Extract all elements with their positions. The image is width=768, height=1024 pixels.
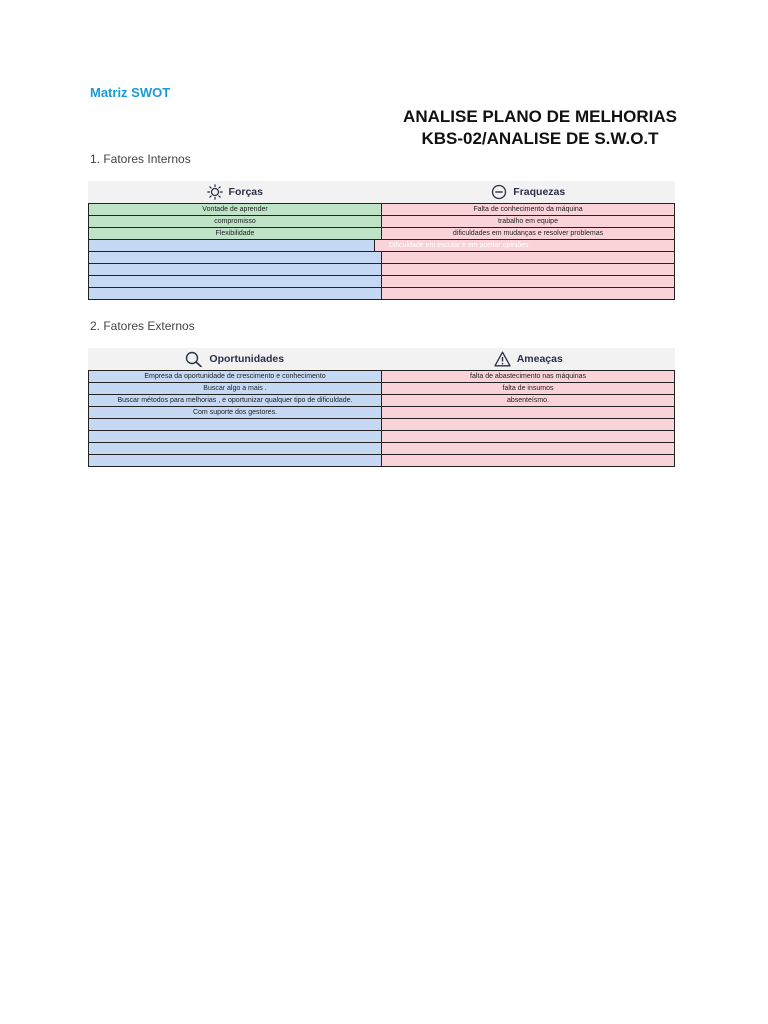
page-title-line-2: KBS-02/ANALISE DE S.W.O.T: [421, 129, 659, 148]
warning-icon: [494, 351, 511, 367]
section-external-title: 2. Fatores Externos: [90, 319, 195, 333]
threat-cell: [382, 407, 674, 419]
weakness-cell: trabalho em equipe: [382, 216, 674, 228]
internal-factors-table: [88, 181, 675, 300]
threat-cell: [382, 443, 674, 455]
table-row: [89, 252, 674, 264]
weakness-cell: [382, 288, 674, 300]
strength-cell: compromisso: [89, 216, 382, 228]
table-row: [89, 455, 674, 467]
threats-label: Ameaças: [516, 353, 563, 365]
weakness-cell: Dificuldade em escutar e em aceitar opiniões: [375, 240, 674, 252]
table-row: [89, 204, 674, 216]
strength-cell: [89, 240, 375, 252]
weakness-cell: [382, 252, 674, 264]
table-row: [89, 288, 674, 300]
page-title-line-1: ANALISE PLANO DE MELHORIAS: [403, 107, 677, 126]
internal-grid: [88, 203, 675, 300]
page-title: [370, 106, 710, 150]
opportunity-cell: Empresa da oportunidade de crescimento e conhecimento: [89, 371, 382, 383]
table-row: [89, 383, 674, 395]
opportunity-cell: Buscar métodos para melhorias , e oportunizar qualquer tipo de dificuldade.: [89, 395, 382, 407]
internal-header-row: [88, 181, 675, 203]
opportunities-header: [88, 348, 382, 370]
opportunities-label: Oportunidades: [209, 353, 285, 365]
threat-cell: [382, 419, 674, 431]
strength-cell: [89, 276, 382, 288]
magnifier-icon: [185, 351, 203, 367]
threat-cell: [382, 431, 674, 443]
strength-cell: [89, 264, 382, 276]
opportunity-cell: Com suporte dos gestores.: [89, 407, 382, 419]
weakness-cell: Falta de conhecimento da máquina: [382, 204, 674, 216]
strengths-header: [88, 181, 382, 203]
table-row: [89, 419, 674, 431]
weakness-cell: dificuldades em mudanças e resolver problemas: [382, 228, 674, 240]
strength-cell: [89, 252, 382, 264]
table-row: [89, 443, 674, 455]
strengths-label: Forças: [228, 186, 263, 198]
weaknesses-label: Fraquezas: [513, 186, 566, 198]
threat-cell: absenteísmo.: [382, 395, 674, 407]
weaknesses-header: [382, 181, 676, 203]
strength-cell: Flexibilidade: [89, 228, 382, 240]
table-row: [89, 431, 674, 443]
external-factors-table: [88, 348, 675, 467]
table-row: [89, 407, 674, 419]
weakness-cell: [382, 264, 674, 276]
table-row: [89, 264, 674, 276]
sun-icon: [207, 184, 223, 200]
opportunity-cell: [89, 419, 382, 431]
weakness-cell: [382, 276, 674, 288]
table-row: [89, 395, 674, 407]
section-internal-title: 1. Fatores Internos: [90, 152, 191, 166]
brand-title: Matriz SWOT: [90, 85, 171, 100]
strength-cell: Vontade de aprender: [89, 204, 382, 216]
threat-cell: falta de abastecimento nas máquinas: [382, 371, 674, 383]
opportunity-cell: [89, 431, 382, 443]
strength-cell: [89, 288, 382, 300]
table-row: [89, 216, 674, 228]
opportunity-cell: [89, 455, 382, 467]
table-row: [89, 276, 674, 288]
table-row: [89, 228, 674, 240]
table-row: [89, 371, 674, 383]
threat-cell: [382, 455, 674, 467]
table-row: [89, 240, 674, 252]
threat-cell: falta de insumos: [382, 383, 674, 395]
opportunity-cell: [89, 443, 382, 455]
opportunity-cell: Buscar algo a mais .: [89, 383, 382, 395]
external-grid: [88, 370, 675, 467]
threats-header: [382, 348, 676, 370]
external-header-row: [88, 348, 675, 370]
minus-circle-icon: [491, 184, 507, 200]
